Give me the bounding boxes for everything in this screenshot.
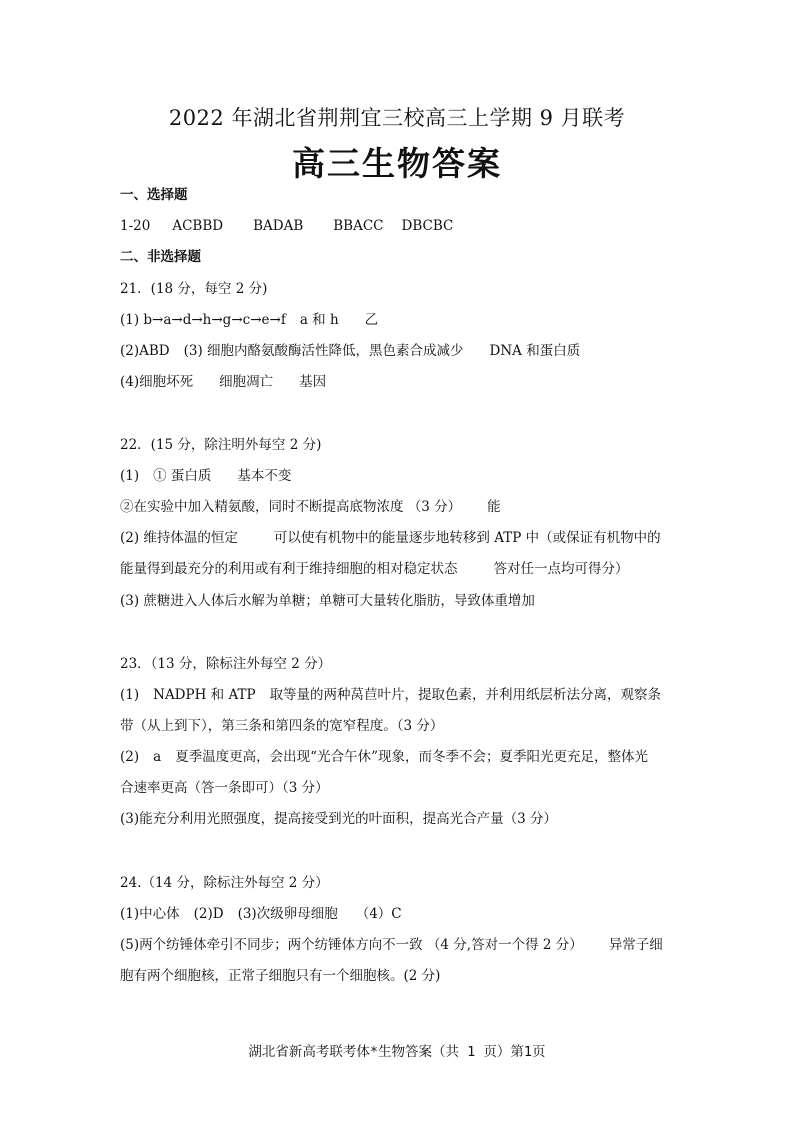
choice-range: 1-20	[120, 218, 151, 234]
q21-answer-4: (4)细胞坏死	[120, 374, 194, 390]
q24-answer-1: (1)中心体	[120, 906, 180, 922]
q22-answer-3a: (2) 维持体温的恒定	[120, 530, 238, 546]
q21-line-2	[120, 341, 580, 361]
q22-line-4	[120, 559, 629, 579]
q21-answer-3b: DNA 和蛋白质	[489, 343, 581, 359]
q21-heading: 21．(18 分，每空 2 分)	[120, 281, 268, 297]
choice-answers-row	[120, 216, 453, 236]
q23-line-5: (3)能充分利用光照强度，提高接受到光的叶面积，提高光合产量（3 分）	[120, 811, 558, 827]
q23-line-3	[120, 747, 648, 767]
q24-line-3: 胞有两个细胞核，正常子细胞只有一个细胞核。(2 分)	[120, 968, 441, 984]
q22-line-3	[120, 528, 661, 548]
q21-answer-1: (1) b→a→d→h→g→c→e→f	[120, 312, 286, 328]
q24-answer-5a: (5)两个纺锤体牵引不同步；两个纺锤体方向不一致 （4 分,答对一个得 2 分）	[120, 937, 583, 953]
choice-group-1: ACBBD	[172, 218, 224, 234]
q23-line-2: 带（从上到下），第三条和第四条的宽窄程度。（3 分）	[120, 718, 444, 734]
q24-line-2	[120, 935, 663, 955]
q21-answer-3: (3) 细胞内酪氨酸酶活性降低，黑色素合成减少	[183, 343, 464, 359]
q24-answer-2: (2)D	[193, 906, 224, 922]
q22-line-5: (3) 蔗糖进入人体后水解为单糖；单糖可大量转化脂肪，导致体重增加	[120, 593, 535, 609]
q24-answer-5b: 异常子细	[608, 937, 663, 953]
q23-line-1	[120, 685, 661, 705]
q22-answer-2: ②在实验中加入精氨酸，同时不断提高底物浓度 （3 分）	[120, 499, 462, 515]
q21-line-1	[120, 310, 378, 330]
q23-answer-1b: 取等量的两种莴苣叶片，提取色素，并利用纸层析法分离，观察条	[269, 687, 662, 703]
q24-answer-4: （4）C	[355, 906, 402, 922]
section-heading-nonchoice: 二、非选择题	[120, 249, 201, 265]
q22-answer-1a: ① 蛋白质	[153, 468, 212, 484]
q23-line-4: 合速率更高（答一条即可）（3 分）	[120, 780, 329, 796]
q22-heading: 22．(15 分，除注明外每空 2 分)	[120, 437, 322, 453]
q23-part-2-label: (2)	[120, 749, 140, 765]
choice-group-2: BADAB	[253, 218, 304, 234]
q21-answer-4c: 基因	[299, 374, 327, 390]
q22-answer-3b: 可以使有机物中的能量逐步地转移到 ATP 中（或保证有机物中的	[273, 530, 661, 546]
q21-answer-2: (2)ABD	[120, 343, 170, 359]
q22-line-2	[120, 497, 501, 517]
q23-answer-2a: a	[153, 749, 162, 765]
q23-part-1-label: (1)	[120, 687, 140, 703]
q22-answer-2b: 能	[487, 499, 501, 515]
choice-group-3: BBACC	[333, 218, 384, 234]
exam-title: 2022 年湖北省荆荆宜三校高三上学期 9 月联考	[168, 106, 626, 130]
q22-answer-3d: 答对任一点均可得分）	[493, 561, 629, 577]
section-heading-choice: 一、选择题	[120, 187, 188, 203]
document-title: 高三生物答案	[292, 144, 502, 183]
q24-answer-3: (3)次级卵母细胞	[237, 906, 338, 922]
q23-heading: 23．（13 分，除标注外每空 2 分）	[120, 656, 332, 672]
q21-line-3	[120, 372, 326, 392]
q22-line-1	[120, 466, 291, 486]
q24-line-1	[120, 904, 402, 924]
q22-answer-1b: 基本不变	[237, 468, 292, 484]
q23-answer-2b: 夏季温度更高，会出现“光合午休”现象，而冬季不会；夏季阳光更充足，整体光	[175, 749, 648, 765]
q22-answer-3c: 能量得到最充分的利用或有利于维持细胞的相对稳定状态	[120, 561, 458, 577]
q24-heading: 24.（14 分，除标注外每空 2 分）	[120, 875, 329, 891]
q21-answer-1b: a 和 h	[299, 312, 339, 328]
q21-answer-4b: 细胞凋亡	[219, 374, 274, 390]
q23-answer-1a: NADPH 和 ATP	[153, 687, 256, 703]
page-footer: 湖北省新高考联考体*生物答案（共 1 页）第1页	[248, 1044, 546, 1060]
q21-answer-1c: 乙	[364, 312, 379, 328]
q22-part-1-label: (1)	[120, 468, 140, 484]
choice-group-4: DBCBC	[401, 218, 454, 234]
